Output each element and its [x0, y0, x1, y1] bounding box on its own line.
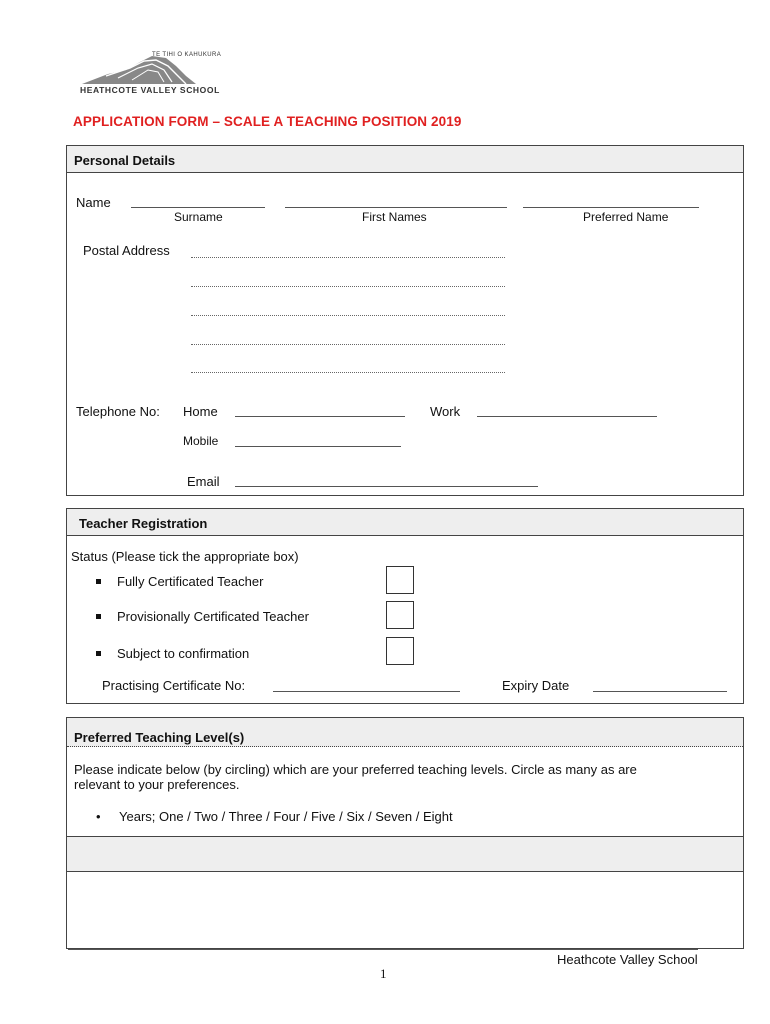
personal-details-header [67, 146, 743, 173]
postal-address-label: Postal Address [83, 243, 170, 258]
preferred-levels-heading: Preferred Teaching Level(s) [74, 730, 245, 745]
square-bullet-icon [96, 651, 101, 656]
home-phone-label: Home [183, 404, 218, 419]
mobile-label: Mobile [183, 434, 219, 448]
expiry-date-field[interactable] [593, 691, 727, 692]
square-bullet-icon [96, 579, 101, 584]
personal-details-section [66, 145, 744, 496]
footer-school-name: Heathcote Valley School [557, 952, 698, 967]
square-bullet-icon [96, 614, 101, 619]
postal-address-line-5[interactable] [191, 372, 505, 373]
work-phone-label: Work [430, 404, 461, 419]
name-label: Name [76, 195, 111, 210]
email-label: Email [187, 474, 220, 489]
school-logo [78, 52, 238, 98]
postal-address-line-2[interactable] [191, 286, 505, 287]
option-subject-to-confirmation: Subject to confirmation [117, 646, 250, 661]
years-options[interactable]: Years; One / Two / Three / Four / Five / Six / Seven / Eight [119, 809, 453, 824]
expiry-date-label: Expiry Date [502, 678, 570, 693]
logo-text: HEATHCOTE VALLEY SCHOOL [80, 85, 220, 95]
preferred-levels-header [67, 718, 743, 747]
checkbox-subject-to-confirmation[interactable] [386, 637, 414, 665]
telephone-label: Telephone No: [76, 404, 160, 419]
practising-certificate-field[interactable] [273, 691, 460, 692]
preferred-name-field[interactable] [523, 207, 699, 208]
surname-field[interactable] [131, 207, 265, 208]
page-number: 1 [380, 966, 387, 981]
levels-instruction-line-1: Please indicate below (by circling) which are your preferred teaching levels. Circle as many as are [74, 762, 637, 777]
postal-address-line-4[interactable] [191, 344, 505, 345]
checkbox-fully-certificated[interactable] [386, 566, 414, 594]
preferred-name-label: Preferred Name [583, 210, 669, 224]
checkbox-provisionally-certificated[interactable] [386, 601, 414, 629]
round-bullet-icon: • [96, 809, 101, 824]
form-title: APPLICATION FORM – SCALE A TEACHING POSITION 2019 [73, 114, 462, 129]
first-names-field[interactable] [285, 207, 507, 208]
option-provisionally-certificated: Provisionally Certificated Teacher [117, 609, 309, 624]
levels-instruction-line-2: relevant to your preferences. [74, 777, 240, 792]
status-label: Status (Please tick the appropriate box) [71, 549, 299, 564]
teacher-registration-header [67, 509, 743, 536]
teacher-registration-section [66, 508, 744, 704]
first-names-label: First Names [362, 210, 427, 224]
option-fully-certificated: Fully Certificated Teacher [117, 574, 264, 589]
teacher-registration-heading: Teacher Registration [79, 516, 208, 531]
surname-label: Surname [174, 210, 223, 224]
work-phone-field[interactable] [477, 416, 657, 417]
email-field[interactable] [235, 486, 538, 487]
mobile-field[interactable] [235, 446, 401, 447]
preferred-teaching-levels-section [66, 717, 744, 949]
shaded-row [67, 836, 743, 872]
personal-details-heading: Personal Details [74, 153, 176, 168]
practising-certificate-label: Practising Certificate No: [102, 678, 246, 693]
footer-rule [68, 949, 698, 950]
logo-arc-text: TE TIHI O KAHUKURA [152, 52, 222, 58]
home-phone-field[interactable] [235, 416, 405, 417]
postal-address-line-1[interactable] [191, 257, 505, 258]
postal-address-line-3[interactable] [191, 315, 505, 316]
